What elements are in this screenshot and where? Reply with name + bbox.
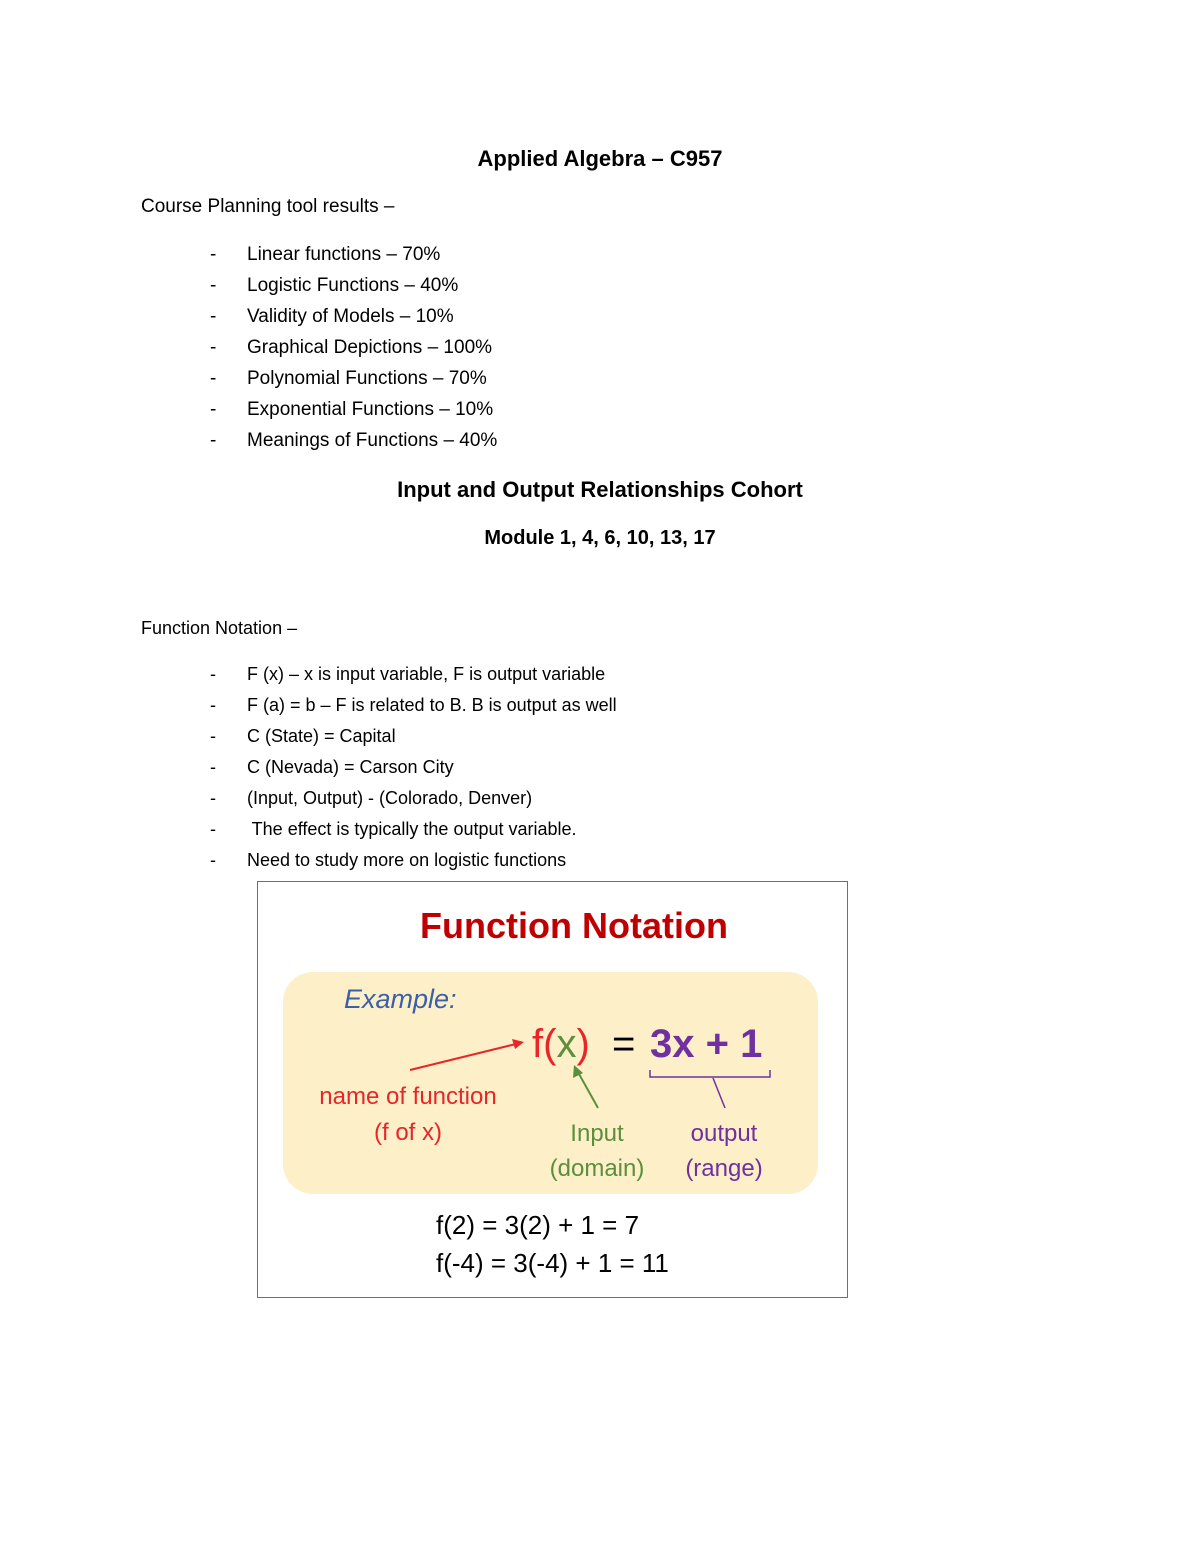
notation-label: Function Notation –: [141, 618, 298, 638]
equation-rhs: 3x + 1: [650, 1022, 763, 1066]
equation-x: x: [556, 1022, 577, 1066]
cohort-modules: Module 1, 4, 6, 10, 13, 17: [484, 527, 716, 549]
function-notation-diagram: [258, 882, 849, 1299]
domain-label: (domain): [549, 1155, 645, 1182]
bullet-dash: -: [210, 850, 216, 870]
calculation-2: f(-4) = 3(-4) + 1 = 11: [436, 1248, 669, 1278]
list-item-text: Validity of Models – 10%: [247, 306, 454, 327]
bullet-dash: -: [210, 306, 217, 327]
bullet-dash: -: [210, 399, 217, 420]
bullet-dash: -: [210, 337, 217, 358]
figure-heading: Function Notation: [420, 905, 728, 946]
list-item-text: Polynomial Functions – 70%: [247, 368, 487, 389]
equation: [532, 1022, 590, 1066]
name-of-function-label: name of function: [319, 1083, 497, 1110]
list-item-text: Need to study more on logistic functions: [247, 850, 567, 870]
list-item-text: F (x) – x is input variable, F is output variable: [247, 664, 606, 684]
bullet-dash: -: [210, 244, 217, 265]
bullet-dash: -: [210, 819, 216, 839]
equation-open-paren: (: [543, 1022, 557, 1066]
output-label: output: [690, 1120, 758, 1147]
list-item-text: Exponential Functions – 10%: [247, 399, 494, 420]
equation-f: f: [532, 1022, 544, 1066]
list-item-text: Logistic Functions – 40%: [247, 275, 459, 296]
example-label: Example:: [344, 984, 457, 1014]
list-item-text: Meanings of Functions – 40%: [247, 430, 498, 451]
list-item-text: Linear functions – 70%: [247, 244, 441, 265]
bullet-dash: -: [210, 430, 217, 451]
f-of-x-label: (f of x): [373, 1119, 443, 1146]
equation-equals: =: [612, 1022, 636, 1066]
bullet-dash: -: [210, 695, 216, 715]
list-item-text: Graphical Depictions – 100%: [247, 337, 493, 358]
document-title: Applied Algebra – C957: [477, 146, 723, 171]
list-item-text: C (State) = Capital: [247, 726, 396, 746]
function-notation-figure: [257, 881, 848, 1298]
bullet-dash: -: [210, 368, 217, 389]
input-label: Input: [570, 1120, 624, 1147]
bullet-dash: -: [210, 757, 216, 777]
bullet-dash: -: [210, 788, 216, 808]
range-label: (range): [685, 1155, 763, 1182]
calculation-1: f(2) = 3(2) + 1 = 7: [436, 1210, 640, 1240]
bullet-dash: -: [210, 275, 217, 296]
bullet-dash: -: [210, 726, 216, 746]
bullet-dash: -: [210, 664, 216, 684]
list-item-text: (Input, Output) - (Colorado, Denver): [247, 788, 533, 808]
list-item-text: The effect is typically the output variable.: [247, 819, 577, 839]
planning-label: Course Planning tool results –: [141, 196, 395, 217]
cohort-title: Input and Output Relationships Cohort: [397, 477, 803, 502]
equation-close-paren: ): [576, 1022, 590, 1066]
list-item-text: C (Nevada) = Carson City: [247, 757, 454, 777]
list-item-text: F (a) = b – F is related to B. B is output as well: [247, 695, 617, 715]
